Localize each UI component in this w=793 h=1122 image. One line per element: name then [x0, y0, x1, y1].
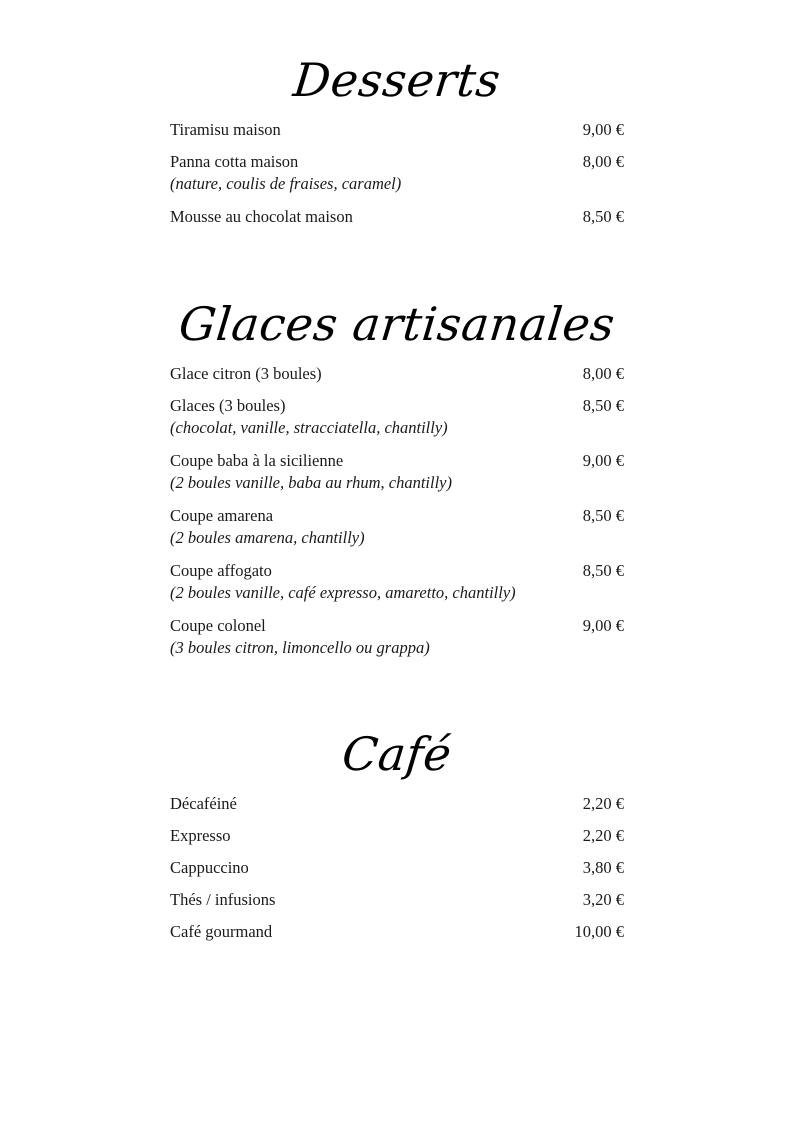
section-desserts — [170, 52, 624, 238]
item-name: Panna cotta maison — [170, 152, 299, 171]
item-name: Coupe baba à la sicilienne — [170, 451, 344, 470]
menu-item — [170, 505, 624, 549]
item-price: 8,00 € — [582, 152, 624, 171]
item-description: (2 boules vanille, café expresso, amaretto, chantilly) — [170, 583, 516, 602]
item-name: Thés / infusions — [170, 890, 276, 909]
item-price: 9,00 € — [582, 616, 624, 635]
section-title: Desserts — [290, 53, 504, 107]
menu-item — [170, 921, 624, 942]
item-price: 2,20 € — [582, 794, 624, 813]
item-name: Glaces (3 boules) — [170, 396, 286, 415]
item-price: 3,20 € — [582, 890, 624, 909]
menu-item — [170, 615, 624, 659]
item-description: (3 boules citron, limoncello ou grappa) — [170, 638, 430, 657]
menu-item — [170, 857, 624, 878]
item-price: 2,20 € — [582, 826, 624, 845]
item-price: 8,50 € — [582, 396, 624, 415]
menu-item — [170, 825, 624, 846]
menu-item — [170, 395, 624, 439]
item-name: Mousse au chocolat maison — [170, 207, 353, 226]
item-name: Glace citron (3 boules) — [170, 364, 322, 383]
item-description: (2 boules amarena, chantilly) — [170, 528, 365, 547]
item-name: Coupe colonel — [170, 616, 266, 635]
item-price: 8,50 € — [582, 561, 624, 580]
item-name: Café gourmand — [170, 922, 273, 941]
item-description: (2 boules vanille, baba au rhum, chantilly) — [170, 473, 452, 492]
item-price: 8,00 € — [582, 364, 624, 383]
item-price: 8,50 € — [582, 207, 624, 226]
item-price: 9,00 € — [582, 120, 624, 139]
menu-item — [170, 119, 624, 140]
item-name: Expresso — [170, 826, 231, 845]
section-glaces-artisanales — [170, 296, 624, 670]
menu-item — [170, 206, 624, 227]
item-price: 8,50 € — [582, 506, 624, 525]
item-name: Coupe affogato — [170, 561, 272, 580]
item-name: Tiramisu maison — [170, 120, 281, 139]
item-price: 9,00 € — [582, 451, 624, 470]
section-title: Café — [339, 727, 455, 781]
menu-item — [170, 793, 624, 814]
menu-item — [170, 363, 624, 384]
item-name: Coupe amarena — [170, 506, 274, 525]
menu-item — [170, 889, 624, 910]
item-description: (chocolat, vanille, stracciatella, chantilly) — [170, 418, 448, 437]
section-cafe — [170, 726, 624, 953]
item-name: Décaféiné — [170, 794, 237, 813]
item-price: 3,80 € — [582, 858, 624, 877]
menu-item — [170, 151, 624, 195]
item-price: 10,00 € — [574, 922, 624, 941]
menu-item — [170, 450, 624, 494]
item-name: Cappuccino — [170, 858, 249, 877]
section-title: Glaces artisanales — [176, 297, 618, 351]
item-description: (nature, coulis de fraises, caramel) — [170, 174, 402, 193]
menu-item — [170, 560, 624, 604]
